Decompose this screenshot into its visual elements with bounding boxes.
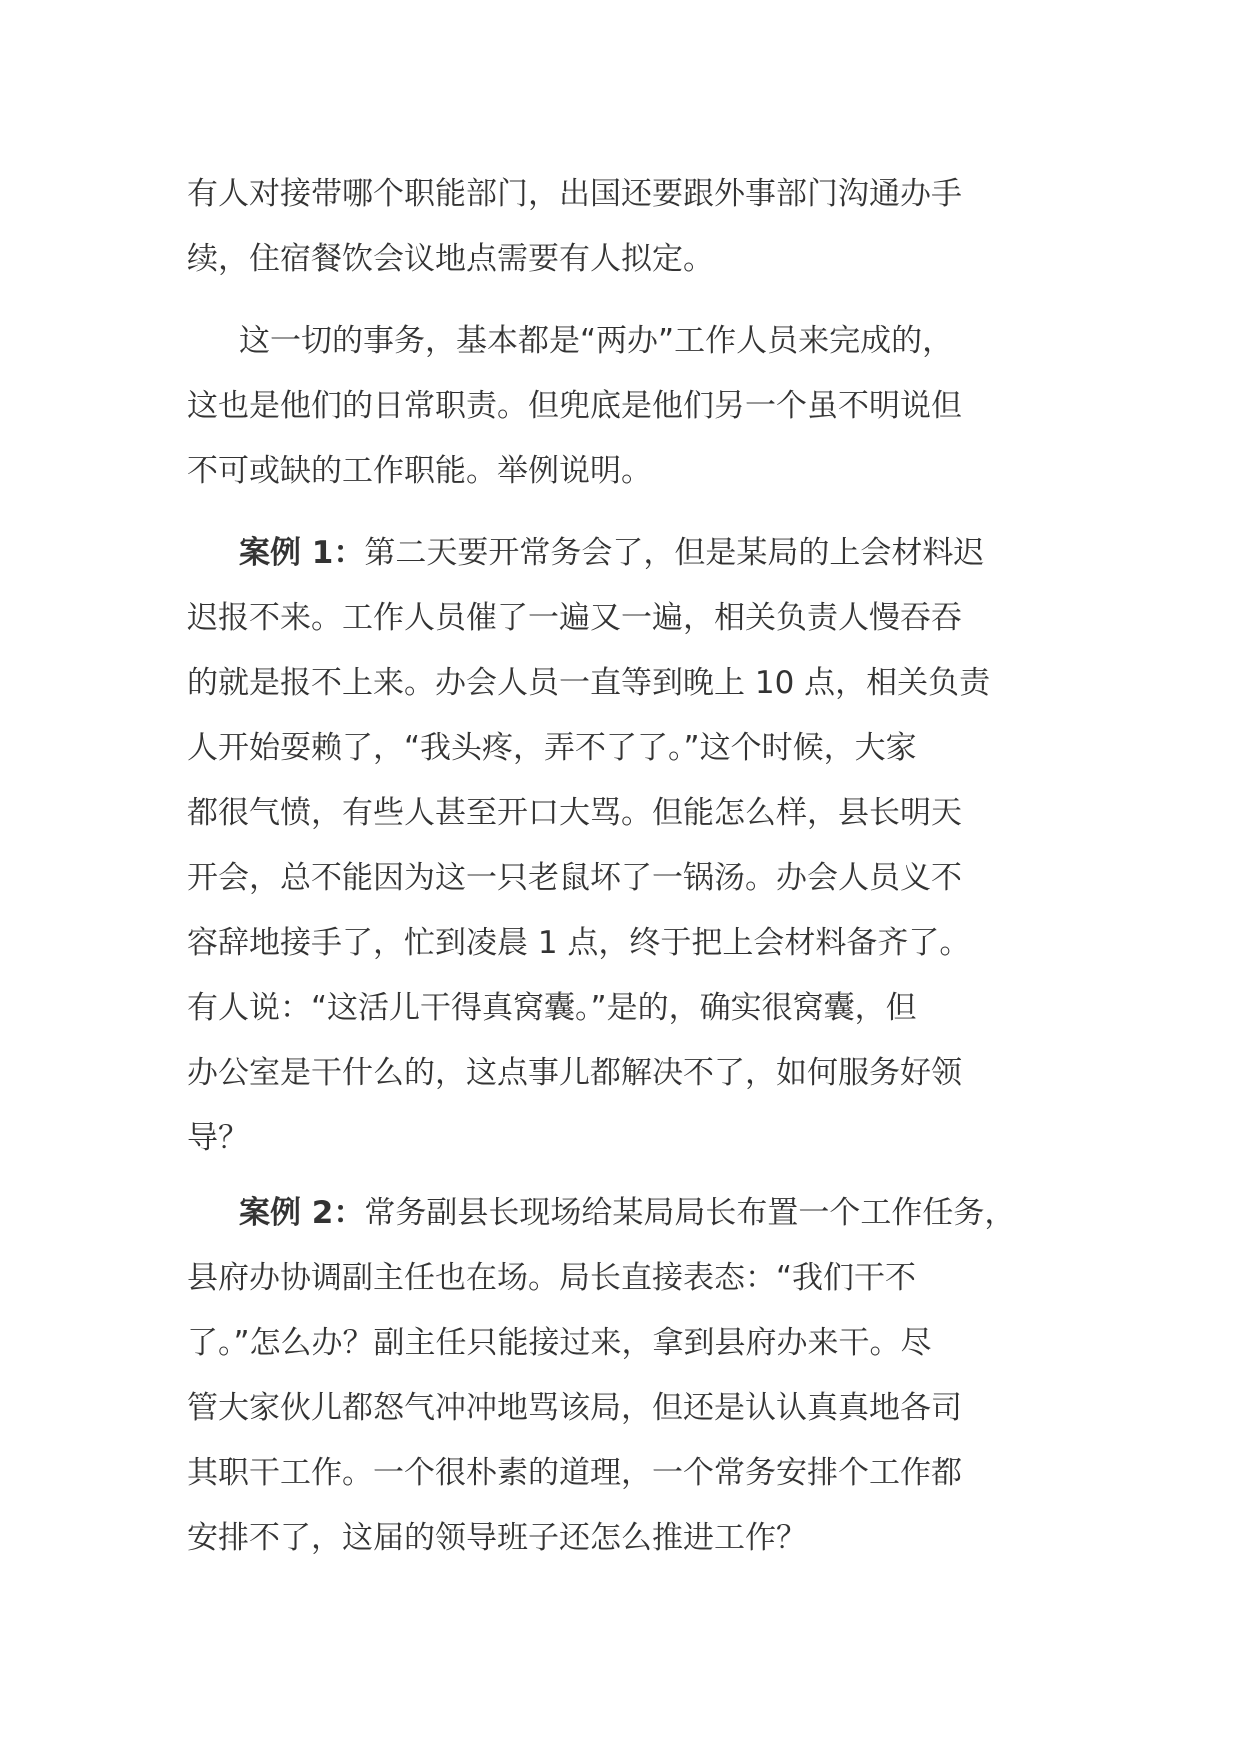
text-line: 这也是他们的日常职责。但兜底是他们另一个虽不明说但 bbox=[187, 388, 962, 424]
text-line: 其职干工作。一个很朴素的道理，一个常务安排个工作都 bbox=[187, 1455, 962, 1491]
text-line bbox=[187, 1181, 1070, 1246]
case-1-text: 第二天要开常务会了，但是某局的上会材料迟 bbox=[364, 535, 985, 571]
case-2-label: 案例 2： bbox=[239, 1195, 365, 1231]
text-line: 县府办协调副主任也在场。局长直接表态：“我们干不 bbox=[187, 1260, 917, 1296]
text-line: 了。”怎么办？副主任只能接过来，拿到县府办来干。尽 bbox=[187, 1325, 932, 1361]
text-line: 管大家伙儿都怒气冲冲地骂该局，但还是认认真真地各司 bbox=[187, 1390, 962, 1426]
text-line: 容辞地接手了，忙到凌晨 1 点，终于把上会材料备齐了。 bbox=[187, 925, 971, 961]
text-line: 有人说：“这活儿干得真窝囊。”是的，确实很窝囊，但 bbox=[187, 990, 917, 1026]
text-line: 迟报不来。工作人员催了一遍又一遍，相关负责人慢吞吞 bbox=[187, 600, 962, 636]
text-line: 这一切的事务，基本都是“两办”工作人员来完成的， bbox=[239, 323, 954, 359]
text-line: 安排不了，这届的领导班子还怎么推进工作？ bbox=[187, 1520, 807, 1556]
text-line: 不可或缺的工作职能。举例说明。 bbox=[187, 453, 652, 489]
case-1-label: 案例 1： bbox=[239, 535, 365, 571]
text-line: 都很气愤，有些人甚至开口大骂。但能怎么样，县长明天 bbox=[187, 795, 962, 831]
text-line: 续，住宿餐饮会议地点需要有人拟定。 bbox=[187, 241, 714, 277]
text-line: 的就是报不上来。办会人员一直等到晚上 10 点，相关负责 bbox=[187, 665, 991, 701]
text-line bbox=[187, 521, 1070, 586]
text-line: 人开始耍赖了，“我头疼，弄不了了。”这个时候，大家 bbox=[187, 730, 917, 766]
paragraph-case-2 bbox=[187, 1181, 1070, 1571]
text-line: 导？ bbox=[187, 1120, 249, 1156]
paragraph-case-1 bbox=[187, 521, 1070, 1171]
text-line: 开会，总不能因为这一只老鼠坏了一锅汤。办会人员义不 bbox=[187, 860, 962, 896]
paragraph-duties bbox=[187, 309, 1070, 504]
case-2-text: 常务副县长现场给某局局长布置一个工作任务， bbox=[364, 1195, 1016, 1231]
text-line: 办公室是干什么的，这点事儿都解决不了，如何服务好领 bbox=[187, 1055, 962, 1091]
text-line: 有人对接带哪个职能部门，出国还要跟外事部门沟通办手 bbox=[187, 176, 962, 212]
paragraph-continuation bbox=[187, 162, 1070, 292]
